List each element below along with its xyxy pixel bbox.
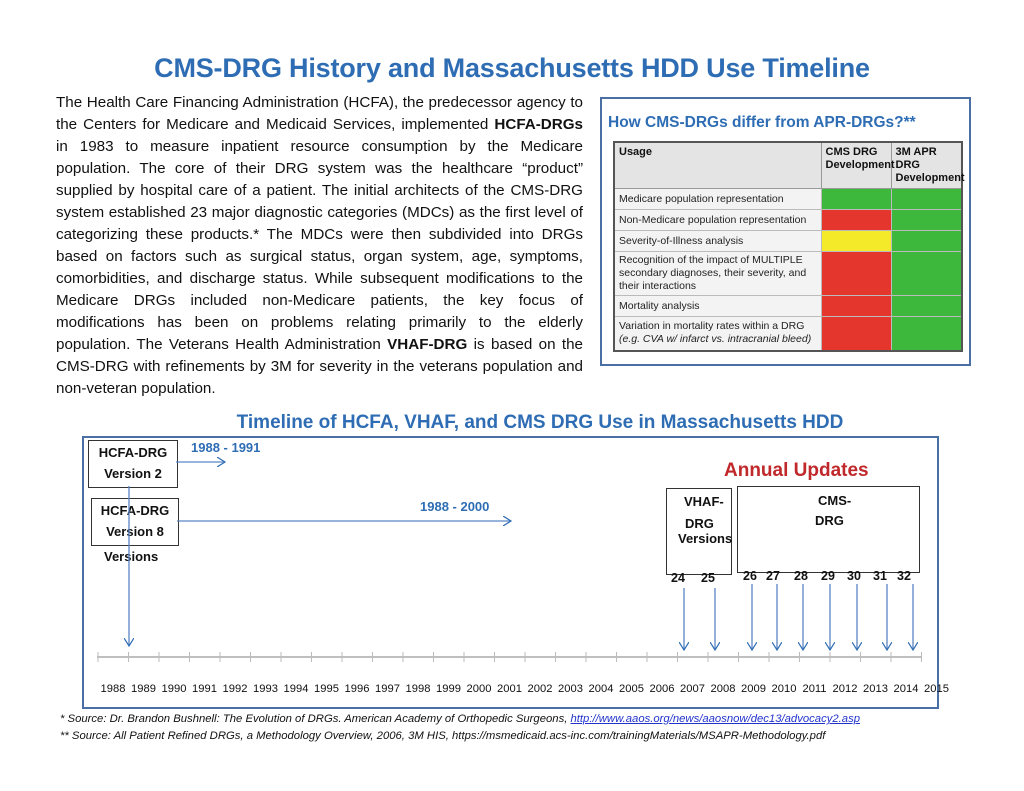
hcfa-v2-line2: Version 2 — [104, 466, 162, 481]
year-label: 1992 — [222, 683, 248, 695]
vhaf-line2: DRG — [685, 516, 714, 531]
version-number: 26 — [743, 569, 757, 583]
version-number: 32 — [897, 569, 911, 583]
year-label: 2002 — [527, 683, 553, 695]
year-label: 1997 — [375, 683, 400, 695]
page-title: CMS-DRG History and Massachusetts HDD Use Timeline — [154, 53, 870, 83]
hcfa-v2-range: 1988 - 1991 — [191, 440, 261, 455]
hcfa-drgs-term: HCFA-DRGs — [494, 116, 583, 133]
hcfa-v8-range: 1988 - 2000 — [420, 499, 490, 514]
hcfa-v2-line1: HCFA-DRG — [98, 445, 168, 460]
usage-example: (e.g. CVA w/ infarct vs. intracranial bleed) — [619, 333, 812, 346]
header-cms-drg: CMS DRG Development — [821, 142, 891, 189]
intro-text-1: The Health Care Financing Administration (HCFA), the predecessor agency to the Centers for Medicare and Medicaid Services, implemented — [56, 94, 583, 133]
year-label: 2007 — [680, 683, 705, 695]
year-label: 1993 — [253, 683, 278, 695]
version-number: 25 — [701, 571, 715, 585]
usage-cell: Mortality analysis — [614, 296, 821, 317]
year-label: 1989 — [131, 683, 156, 695]
usage-text: Variation in mortality rates within a DRG — [619, 320, 805, 333]
year-label: 2008 — [710, 683, 736, 695]
usage-cell: Severity-of-Illness analysis — [614, 231, 821, 252]
year-label: 1999 — [436, 683, 461, 695]
version-number: 30 — [847, 569, 861, 583]
year-label: 1998 — [405, 683, 431, 695]
year-label: 2006 — [649, 683, 675, 695]
year-label: 2011 — [802, 683, 827, 695]
year-label: 2009 — [741, 683, 766, 695]
timeline-title: Timeline of HCFA, VHAF, and CMS DRG Use in Massachusetts HDD — [236, 412, 844, 433]
usage-cell: Non-Medicare population representation — [614, 210, 821, 231]
usage-cell: Recognition of the impact of MULTIPLE secondary diagnoses, their severity, and their interactions — [614, 252, 821, 296]
intro-text-3: is based on the CMS-DRG with refinements by 3M for severity in the veterans population and non-veteran population. — [56, 336, 584, 397]
usage-cell: Medicare population representation — [614, 189, 821, 210]
footnote-1 — [60, 713, 860, 725]
year-label: 2015 — [924, 683, 949, 695]
hcfa-v8-line1: HCFA-DRG — [100, 503, 170, 518]
year-label: 2010 — [771, 683, 797, 695]
year-label: 2013 — [863, 683, 888, 695]
version-number: 31 — [873, 569, 887, 583]
year-label: 1996 — [344, 683, 370, 695]
header-apr-drg: 3M APR DRG Development — [891, 142, 962, 189]
comparison-title: How CMS-DRGs differ from APR-DRGs?** — [608, 114, 916, 131]
hcfa-versions-label: Versions — [104, 549, 159, 564]
annual-updates-label: Annual Updates — [724, 460, 869, 481]
cms-line1: CMS- — [818, 493, 852, 508]
year-label: 1988 — [100, 683, 126, 695]
vhaf-line3: Versions — [678, 531, 733, 546]
year-label: 2014 — [893, 683, 919, 695]
footnote-2: ** Source: All Patient Refined DRGs, a Methodology Overview, 2006, 3M HIS, https://msmedicaid.acs-inc.com/trainingMaterials/MSAPR-Methodology.pdf — [60, 730, 826, 742]
year-label: 2001 — [497, 683, 522, 695]
year-label: 2012 — [832, 683, 858, 695]
version-number: 24 — [671, 571, 685, 585]
year-label: 2005 — [619, 683, 644, 695]
hcfa-v8-line2: Version 8 — [106, 524, 164, 539]
cms-line2: DRG — [815, 513, 844, 528]
footnote-1-link[interactable]: http://www.aaos.org/news/aaosnow/dec13/advocacy2.asp — [570, 713, 860, 725]
version-arrows — [684, 584, 913, 650]
version-number: 28 — [794, 569, 808, 583]
footnote-1-text: * Source: Dr. Brandon Bushnell: The Evolution of DRGs. American Academy of Orthopedic Surgeons, — [60, 713, 571, 725]
intro-text-2: in 1983 to measure inpatient resource consumption by the Medicare population. The core of their DRG system was the healthcare “product” supplied by hospital care of a patient. The initial architects of the CMS-DRG system established 23 major diagnostic categories (MDCs) as the first level of categorizing these products.* The MDCs were then subdivided into DRGs based on factors such as surgical status, organ system, age, symptoms, comorbidities, and discharge status. While subsequent modifications to the Medicare DRGs included non-Medicare patients, the key focus of modifications has been on problems relating primarily to the elderly population. The Veterans Health Administration — [56, 138, 583, 353]
year-label: 1990 — [161, 683, 187, 695]
year-label: 2000 — [466, 683, 492, 695]
year-label: 1991 — [192, 683, 217, 695]
version-number: 29 — [821, 569, 835, 583]
year-label: 2004 — [588, 683, 614, 695]
version-number: 27 — [766, 569, 780, 583]
vhaf-line1: VHAF- — [684, 494, 724, 509]
header-usage: Usage — [614, 142, 821, 189]
year-label: 1995 — [314, 683, 339, 695]
vhaf-drg-term: VHAF-DRG — [387, 336, 468, 353]
year-label: 1994 — [283, 683, 309, 695]
year-label: 2003 — [558, 683, 583, 695]
